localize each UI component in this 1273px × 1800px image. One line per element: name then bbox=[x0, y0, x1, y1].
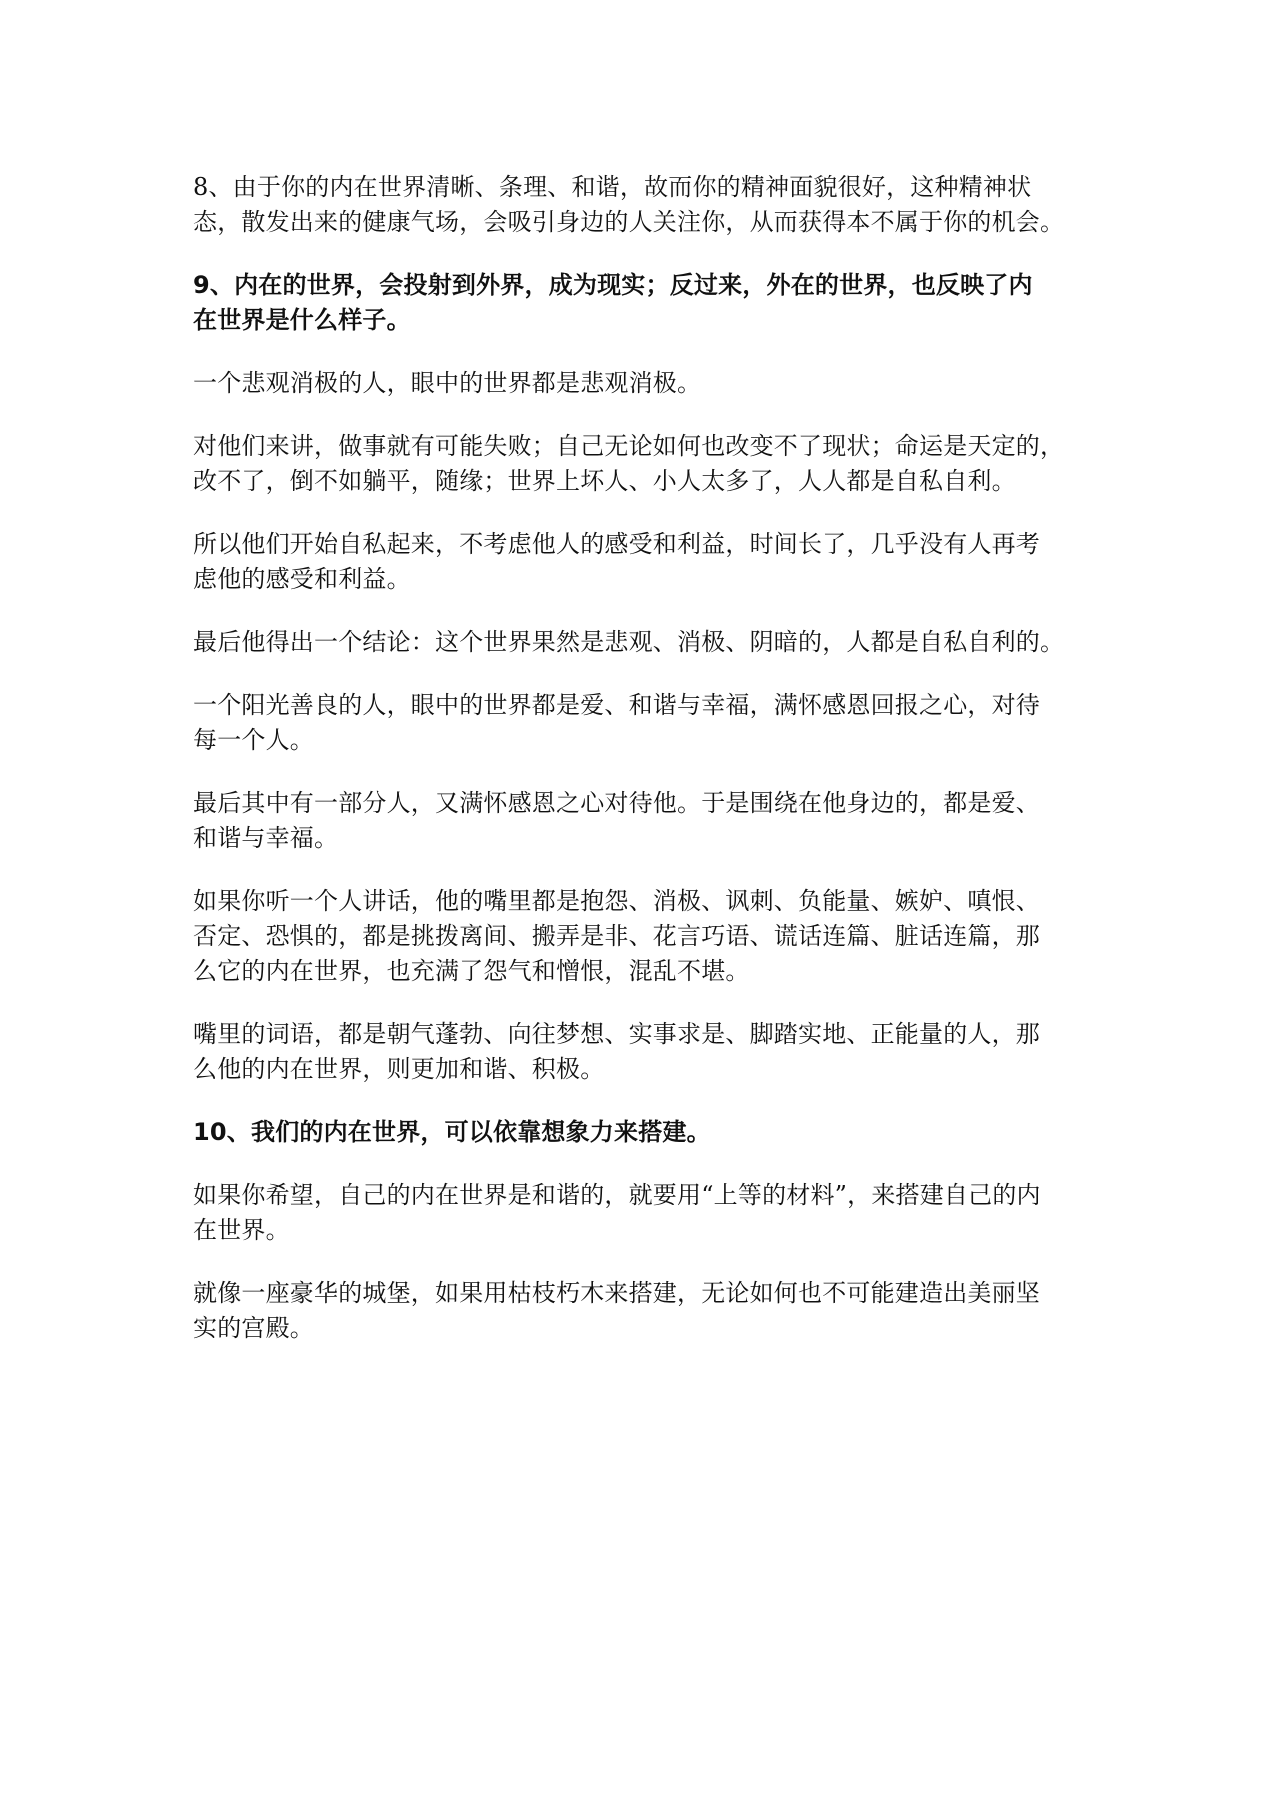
body-paragraph bbox=[193, 1017, 1083, 1087]
text-line: 一个悲观消极的人，眼中的世界都是悲观消极。 bbox=[193, 369, 702, 397]
text-line: 否定、恐惧的，都是挑拨离间、搬弄是非、花言巧语、谎话连篇、脏话连篇，那 bbox=[193, 922, 1040, 950]
text-line: 在世界。 bbox=[193, 1216, 290, 1244]
body-paragraph bbox=[193, 1178, 1083, 1248]
text-line: 所以他们开始自私起来，不考虑他人的感受和利益，时间长了，几乎没有人再考 bbox=[193, 530, 1040, 558]
body-paragraph bbox=[193, 625, 1083, 660]
text-line: 在世界是什么样子。 bbox=[193, 306, 411, 334]
text-line: 8、由于你的内在世界清晰、条理、和谐，故而你的精神面貌很好，这种精神状 bbox=[193, 173, 1032, 201]
text-line: 和谐与幸福。 bbox=[193, 824, 339, 852]
text-line: 态，散发出来的健康气场，会吸引身边的人关注你，从而获得本不属于你的机会。 bbox=[193, 208, 1065, 236]
text-line: 10、我们的内在世界，可以依靠想象力来搭建。 bbox=[193, 1118, 711, 1146]
text-line: 最后他得出一个结论：这个世界果然是悲观、消极、阴暗的，人都是自私自利的。 bbox=[193, 628, 1065, 656]
body-paragraph bbox=[193, 429, 1083, 499]
text-line: 改不了，倒不如躺平，随缘；世界上坏人、小人太多了，人人都是自私自利。 bbox=[193, 467, 1016, 495]
text-line: 么他的内在世界，则更加和谐、积极。 bbox=[193, 1055, 605, 1083]
section-heading bbox=[193, 268, 1083, 338]
text-line: 嘴里的词语，都是朝气蓬勃、向往梦想、实事求是、脚踏实地、正能量的人，那 bbox=[193, 1020, 1040, 1048]
text-line: 对他们来讲，做事就有可能失败；自己无论如何也改变不了现状；命运是天定的， bbox=[193, 432, 1065, 460]
text-line: 如果你听一个人讲话，他的嘴里都是抱怨、消极、讽刺、负能量、嫉妒、嗔恨、 bbox=[193, 887, 1040, 915]
text-line: 最后其中有一部分人，又满怀感恩之心对待他。于是围绕在他身边的，都是爱、 bbox=[193, 789, 1040, 817]
body-paragraph bbox=[193, 366, 1083, 401]
text-line: 么它的内在世界，也充满了怨气和憎恨，混乱不堪。 bbox=[193, 957, 750, 985]
text-line: 如果你希望，自己的内在世界是和谐的，就要用“上等的材料”，来搭建自己的内 bbox=[193, 1181, 1041, 1209]
body-paragraph bbox=[193, 688, 1083, 758]
section-heading bbox=[193, 1115, 1083, 1150]
document-body bbox=[193, 170, 1083, 1374]
text-line: 就像一座豪华的城堡，如果用枯枝朽木来搭建，无论如何也不可能建造出美丽坚 bbox=[193, 1279, 1040, 1307]
body-paragraph bbox=[193, 786, 1083, 856]
text-line: 每一个人。 bbox=[193, 726, 314, 754]
text-line: 实的宫殿。 bbox=[193, 1314, 314, 1342]
text-line: 一个阳光善良的人，眼中的世界都是爱、和谐与幸福，满怀感恩回报之心，对待 bbox=[193, 691, 1040, 719]
body-paragraph bbox=[193, 170, 1083, 240]
text-line: 虑他的感受和利益。 bbox=[193, 565, 411, 593]
body-paragraph bbox=[193, 1276, 1083, 1346]
body-paragraph bbox=[193, 527, 1083, 597]
body-paragraph bbox=[193, 884, 1083, 989]
text-line: 9、内在的世界，会投射到外界，成为现实；反过来，外在的世界，也反映了内 bbox=[193, 271, 1033, 299]
